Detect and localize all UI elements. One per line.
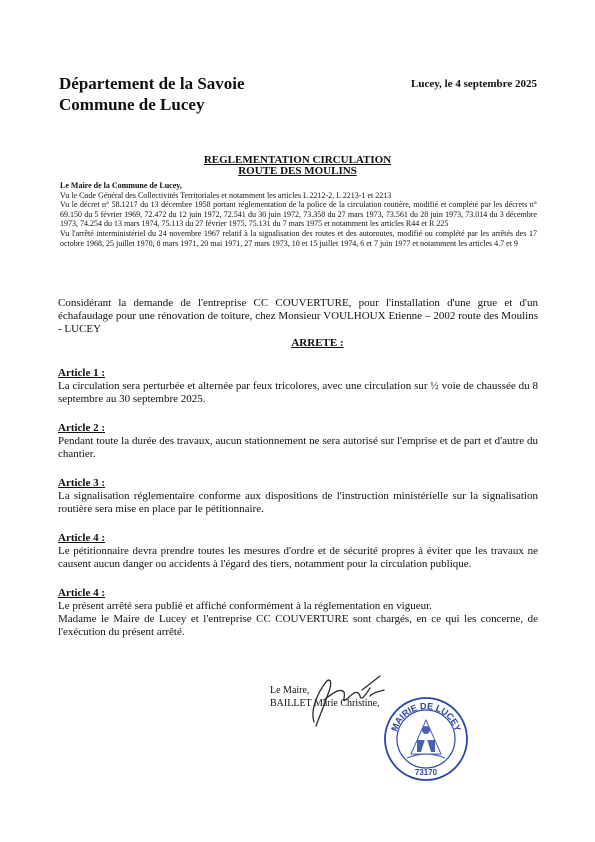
vu-arrete: Vu l'arrêté interministériel du 24 novembre 1967 relatif à la signalisation des routes et des autoroutes, modifié ou complété par les arrêtés des 17 octobre 1968, 25 juillet 1970, 8 mars 1971, 20 mai 1971, 27 mars 1973, 10 et 15 juillet 1974, 6 et 7 juin 1977 et notamment les articles 4.7 et 9 bbox=[60, 228, 537, 248]
title-line-1: REGLEMENTATION CIRCULATION bbox=[203, 154, 392, 166]
article-text: Le présent arrêté sera publié et affiché conformément à la réglementation en vigueur. bbox=[58, 600, 432, 612]
preamble bbox=[60, 181, 537, 248]
considerant-paragraph: Considérant la demande de l'entreprise CC COUVERTURE, pour l'installation d'une grue et d'un échafaudage pour une rénovation de toiture, chez Monsieur VOULHOUX Etienne – 2002 route des Moulins - LUCEY bbox=[58, 297, 538, 335]
signature-name: BAILLET Marie Christine, bbox=[270, 698, 380, 709]
article-heading: Article 4 : bbox=[58, 532, 106, 544]
header-left bbox=[59, 73, 245, 115]
article-2 bbox=[58, 422, 538, 461]
vu-code: Vu le Code Général des Collectivités Territoriales et notamment les articles L 2212-2, L 2213-1 et 2213 bbox=[60, 190, 392, 200]
stamp-text: MAIRIE DE LUCEY bbox=[389, 700, 463, 733]
article-heading: Article 3 : bbox=[58, 477, 106, 489]
article-text: Pendant toute la durée des travaux, aucun stationnement ne sera autorisé sur l'emprise et de part et d'autre du chantier. bbox=[58, 435, 538, 460]
article-heading: Article 1 : bbox=[58, 367, 106, 379]
date-line: Lucey, le 4 septembre 2025 bbox=[411, 78, 537, 90]
arrete-heading: ARRETE : bbox=[291, 337, 344, 349]
article-3 bbox=[58, 477, 538, 516]
signature-role: Le Maire, bbox=[270, 685, 310, 696]
commune-name: Commune de Lucey bbox=[59, 95, 205, 114]
document-title bbox=[0, 155, 595, 177]
vu-decret: Vu le décret n° 58.1217 du 13 décembre 1958 portant réglementation de la police de la circulation routière, modifié et complété par les décrets n° 69.150 du 5 février 1969, 72.472 du 12 juin 1972, 72.541 du 30 juin 1972, 73.358 du 27 mars 1973, 73.561 du 28 juin 1973, 73.014 du 3 décembre 1973, 74.254 du 13 mars 1974, 75.113 du 27 février 1975, 75.131 du 7 mars 1975 et notamment les articles R44 et R 225 bbox=[60, 200, 537, 229]
article-heading: Article 2 : bbox=[58, 422, 106, 434]
article-text: La circulation sera perturbée et alternée par feux tricolores, avec une circulation sur ½ voie de chaussée du 8 septembre au 30 septembre 2025. bbox=[58, 380, 538, 405]
mairie-stamp bbox=[383, 696, 469, 782]
article-text: Le pétitionnaire devra prendre toutes les mesures d'ordre et de sécurité propres à éviter que les travaux ne causent aucun danger ou accidents à l'égard des tiers, notamment pour la circulation publique. bbox=[58, 545, 538, 570]
mayor-line: Le Maire de la Commune de Lucey, bbox=[60, 181, 182, 190]
article-1 bbox=[58, 367, 538, 406]
article-heading: Article 4 : bbox=[58, 587, 106, 599]
article-text: La signalisation réglementaire conforme aux dispositions de l'instruction ministérielle sur la signalisation routière sera mise en place par le pétitionnaire. bbox=[58, 490, 538, 515]
article-4 bbox=[58, 532, 538, 571]
stamp-postcode: 73170 bbox=[414, 768, 438, 777]
handwritten-signature bbox=[300, 670, 390, 730]
article-text-2: Madame le Maire de Lucey et l'entreprise CC COUVERTURE sont chargés, en ce qui les concerne, de l'exécution du présent arrêté. bbox=[58, 613, 538, 638]
article-5 bbox=[58, 587, 538, 639]
title-line-2: ROUTE DES MOULINS bbox=[238, 165, 357, 177]
department-name: Département de la Savoie bbox=[59, 74, 245, 93]
